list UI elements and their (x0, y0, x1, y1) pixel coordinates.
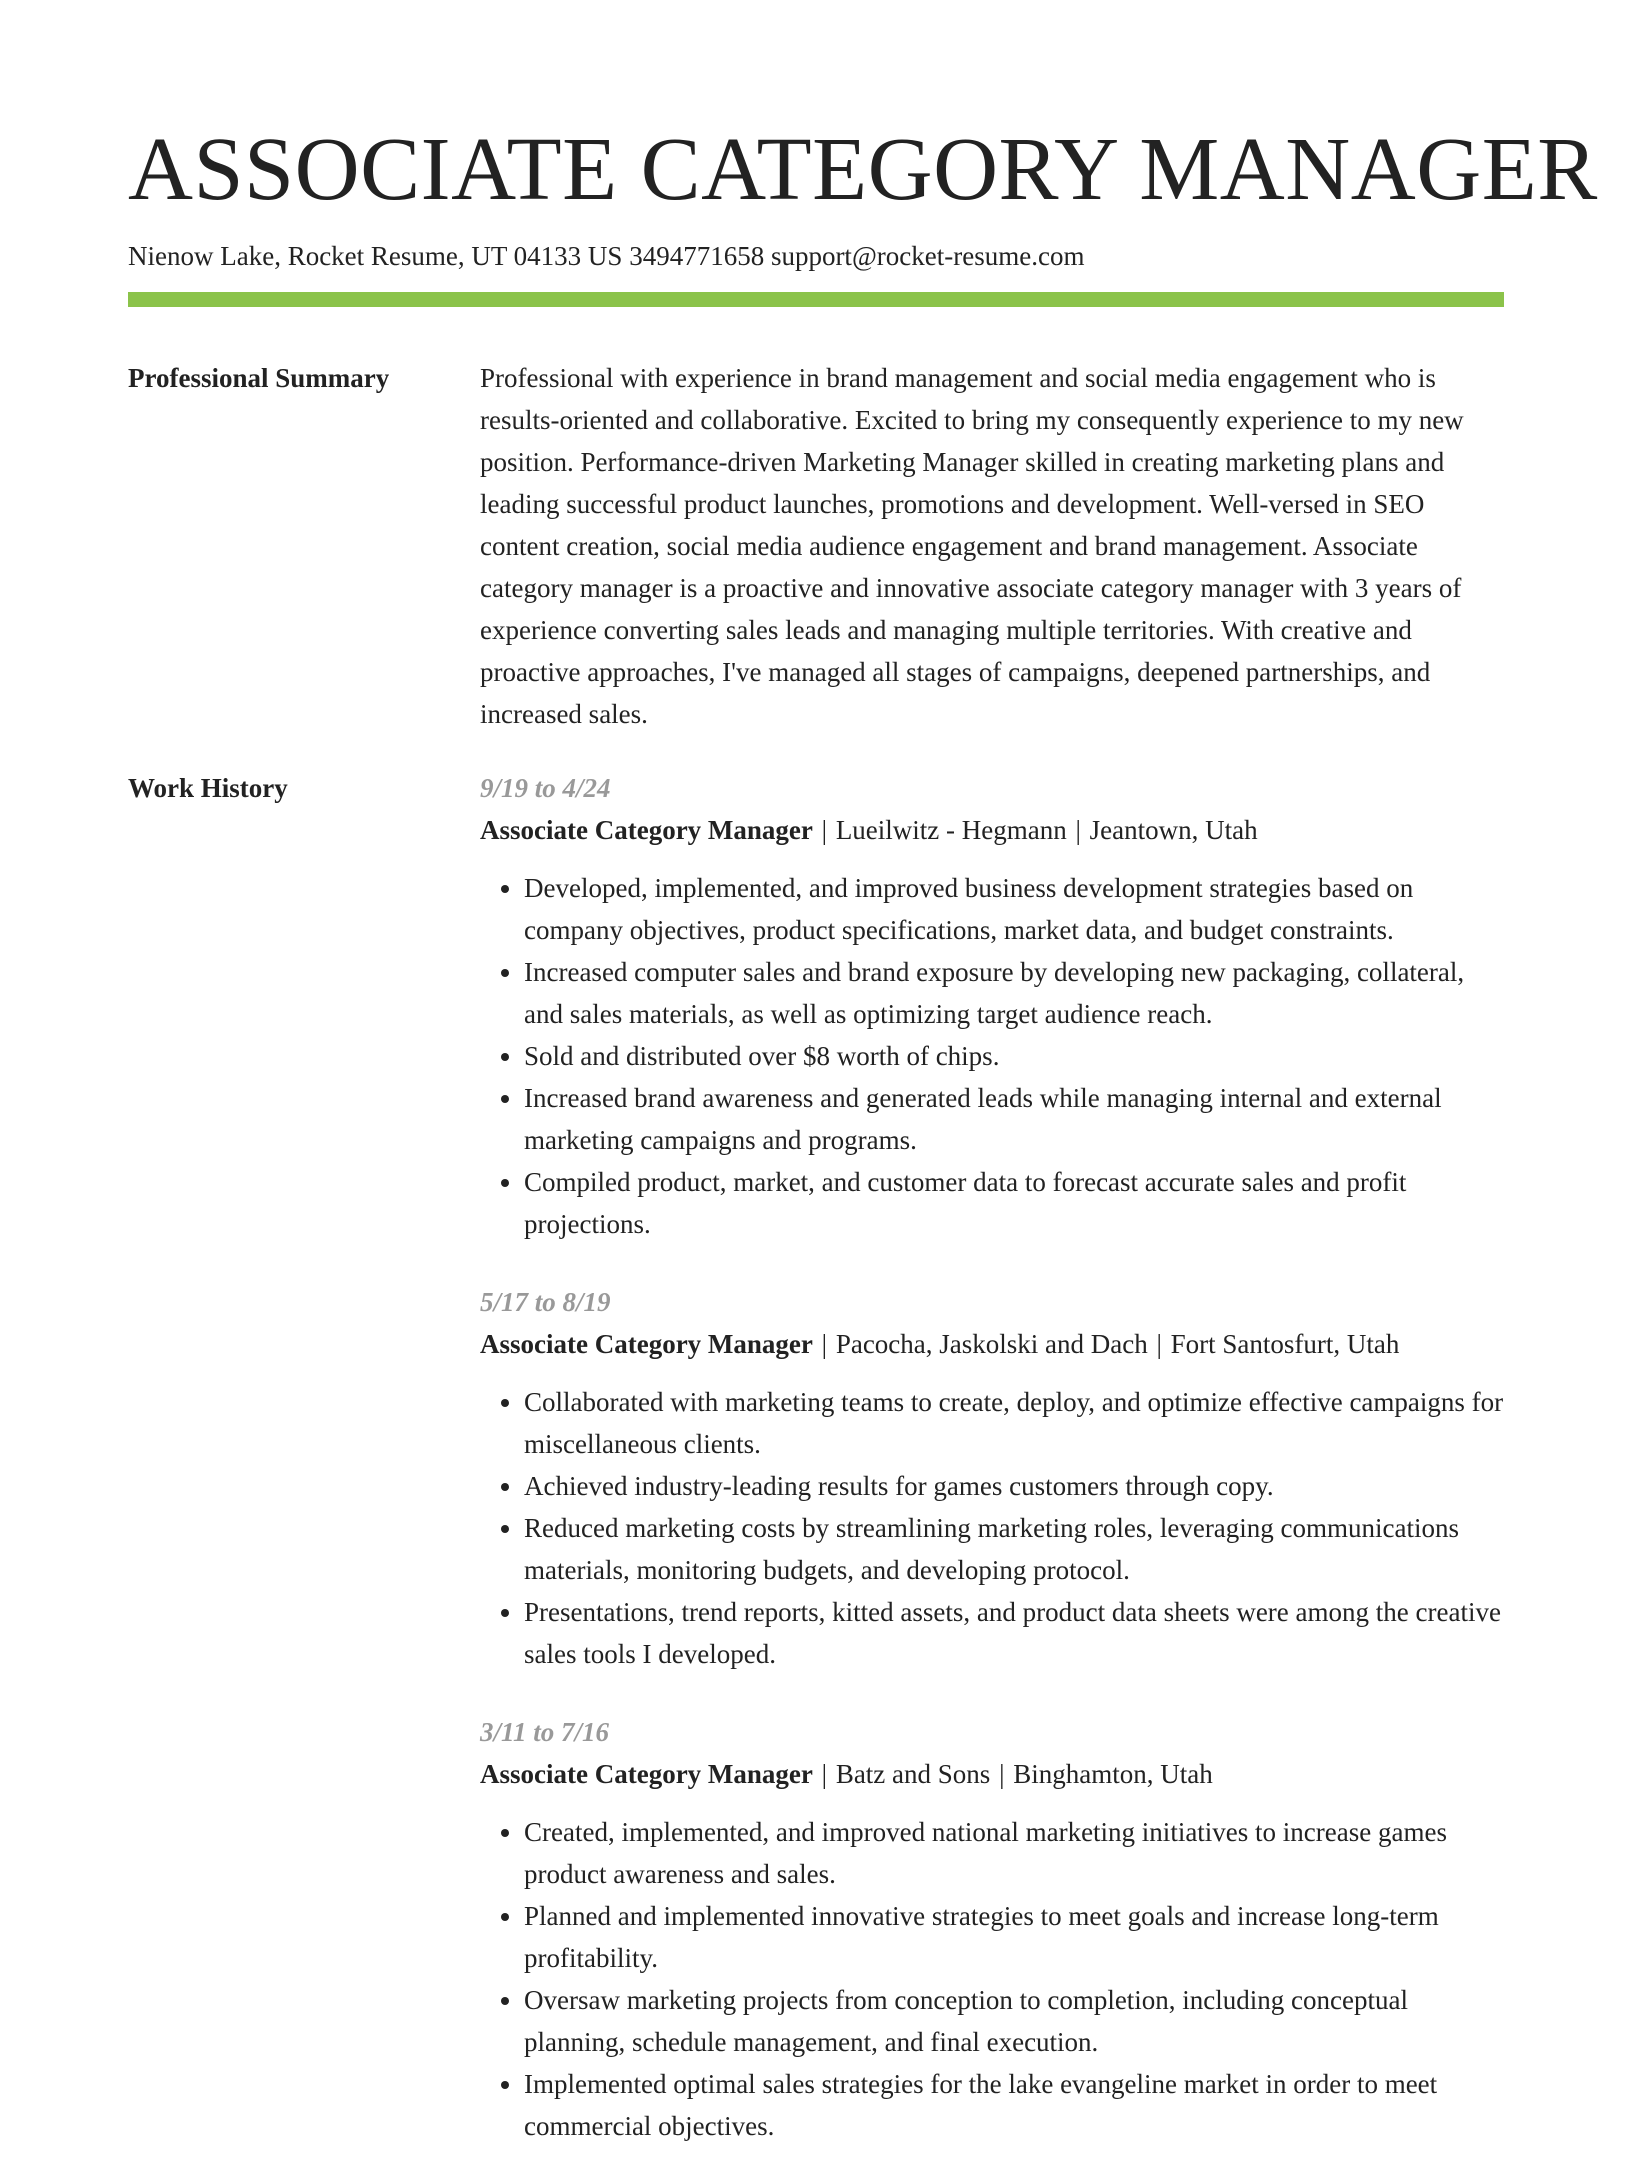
job-dates: 9/19 to 4/24 (480, 773, 611, 803)
contact-phone: 3494771658 (629, 241, 765, 271)
section-label-work-history: Work History (128, 773, 288, 803)
job-company: Lueilwitz - Hegmann (835, 815, 1067, 845)
job-bullet: • Implemented optimal sales strategies for the lake evangeline market in order to meet commercial objectives. (524, 2063, 1504, 2147)
summary-body (480, 357, 1504, 735)
job-entry (480, 767, 1504, 1245)
job-entry (480, 1711, 1504, 2147)
job-bullet: • Planned and implemented innovative strategies to meet goals and increase long-term profitability. (524, 1895, 1504, 1979)
job-location: Jeantown, Utah (1089, 815, 1258, 845)
candidate-title: ASSOCIATE CATEGORY MANAGER (128, 120, 1598, 219)
separator: | (1156, 1329, 1162, 1359)
job-bullet: • Reduced marketing costs by streamlining marketing roles, leveraging communications materials, monitoring budgets, and developing protocol. (524, 1507, 1504, 1591)
job-bullet-list (480, 867, 1504, 1245)
job-bullet: • Increased computer sales and brand exposure by developing new packaging, collateral, and sales materials, as well as optimizing target audience reach. (524, 951, 1504, 1035)
separator: | (821, 1759, 828, 1789)
job-company: Pacocha, Jaskolski and Dach (835, 1329, 1148, 1359)
job-entry (480, 1281, 1504, 1675)
resume-header (128, 0, 1598, 307)
job-bullet-list (480, 1381, 1504, 1675)
job-heading (480, 1753, 1504, 1795)
job-bullet: • Increased brand awareness and generated leads while managing internal and external marketing campaigns and programs. (524, 1077, 1504, 1161)
separator: | (999, 1759, 1005, 1789)
separator: | (821, 1329, 828, 1359)
separator: | (821, 815, 828, 845)
contact-line (128, 238, 1504, 274)
job-bullet: • Collaborated with marketing teams to create, deploy, and optimize effective campaigns for miscellaneous clients. (524, 1381, 1504, 1465)
header-divider (128, 292, 1504, 307)
job-dates: 5/17 to 8/19 (480, 1287, 611, 1317)
job-bullet-list (480, 1811, 1504, 2147)
job-bullet: • Compiled product, market, and customer data to forecast accurate sales and profit projections. (524, 1161, 1504, 1245)
job-bullet: • Oversaw marketing projects from conception to completion, including conceptual planning, schedule management, and final execution. (524, 1979, 1504, 2063)
job-location: Binghamton, Utah (1013, 1759, 1213, 1789)
job-heading (480, 809, 1504, 851)
professional-summary-section (128, 357, 1504, 735)
job-bullet: • Sold and distributed over $8 worth of chips. (524, 1035, 1504, 1077)
work-history-body (480, 767, 1504, 2183)
contact-email: support@rocket-resume.com (770, 241, 1085, 271)
job-title: Associate Category Manager (480, 1759, 813, 1789)
work-history-section (128, 767, 1504, 2183)
job-bullet: • Achieved industry-leading results for games customers through copy. (524, 1465, 1504, 1507)
job-dates: 3/11 to 7/16 (480, 1717, 610, 1747)
job-location: Fort Santosfurt, Utah (1170, 1329, 1400, 1359)
section-label-summary: Professional Summary (128, 363, 390, 393)
separator: | (1075, 815, 1081, 845)
job-company: Batz and Sons (835, 1759, 991, 1789)
contact-address: Nienow Lake, Rocket Resume, UT 04133 US (128, 241, 623, 271)
job-bullet: • Presentations, trend reports, kitted assets, and product data sheets were among the creative sales tools I developed. (524, 1591, 1504, 1675)
summary-text: Professional with experience in brand management and social media engagement who is results-oriented and collaborative. Excited to bring my consequently experience to my new position. Performance-driven Marketing Manager skilled in creating marketing plans and leading successful product launches, promotions and development. Well-versed in SEO content creation, social media audience engagement and brand management. Associate category manager is a proactive and innovative associate category manager with 3 years of experience converting sales leads and managing multiple territories. With creative and proactive approaches, I've managed all stages of campaigns, deepened partnerships, and increased sales. (480, 363, 1464, 729)
job-title: Associate Category Manager (480, 815, 813, 845)
job-bullet: • Created, implemented, and improved national marketing initiatives to increase games product awareness and sales. (524, 1811, 1504, 1895)
job-title: Associate Category Manager (480, 1329, 813, 1359)
job-heading (480, 1323, 1504, 1365)
job-bullet: • Developed, implemented, and improved business development strategies based on company objectives, product specifications, market data, and budget constraints. (524, 867, 1504, 951)
